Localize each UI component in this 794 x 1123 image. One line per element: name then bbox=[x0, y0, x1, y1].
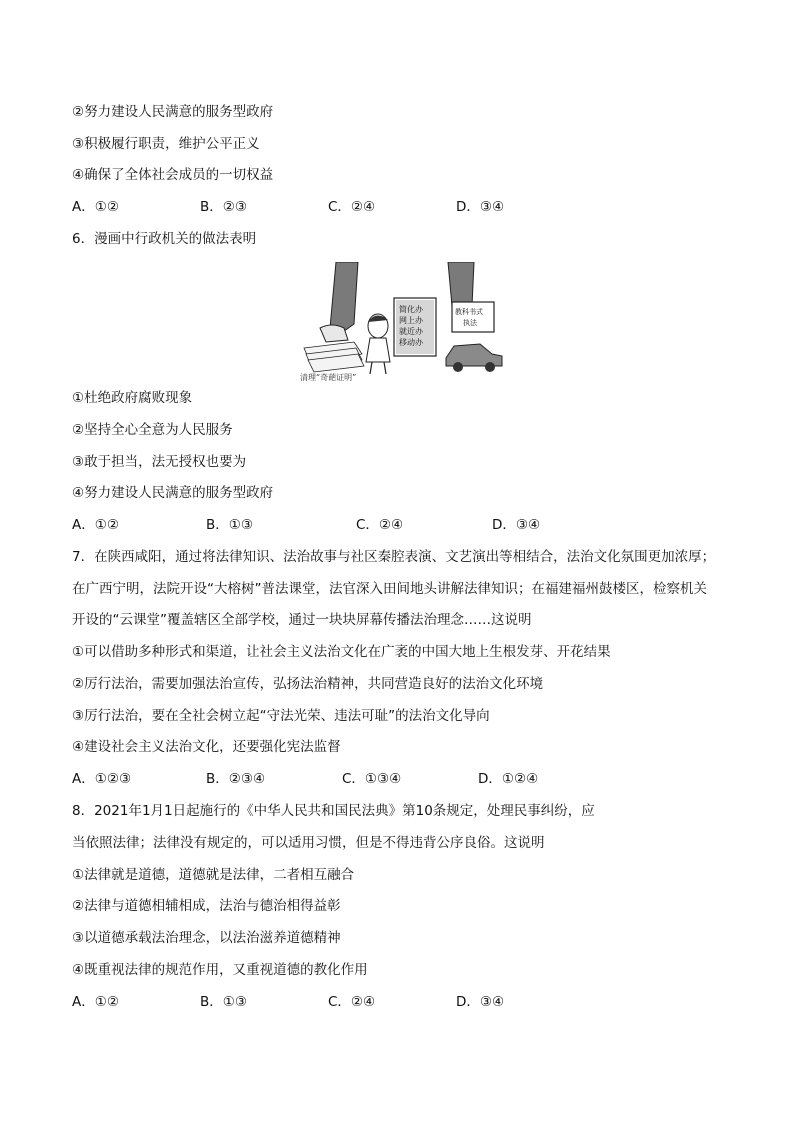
q5-item-3: ③积极履行职责，维护公平正义 bbox=[72, 136, 260, 152]
q8-option-b: B．①③ bbox=[200, 994, 247, 1010]
q7-item-1: ①可以借助多种形式和渠道，让社会主义法治文化在广袤的中国大地上生根发芽、开花结果 bbox=[72, 644, 611, 660]
q8-option-a: A．①② bbox=[72, 994, 119, 1010]
q6-option-d: D．③④ bbox=[492, 517, 541, 533]
q8-item-1: ①法律就是道德，道德就是法律，二者相互融合 bbox=[72, 867, 355, 883]
q8-option-c: C．②④ bbox=[328, 994, 376, 1010]
q6-item-3: ③敢于担当，法无授权也要为 bbox=[72, 454, 247, 470]
board-right-line-2: 执法 bbox=[463, 319, 477, 327]
q6-item-4: ④努力建设人民满意的服务型政府 bbox=[72, 485, 274, 501]
q5-option-c: C．②④ bbox=[328, 199, 376, 215]
cartoon-caption: 清理“奇葩证明” bbox=[300, 373, 357, 382]
q8-item-2: ②法律与道德相辅相成，法治与德治相得益彰 bbox=[72, 898, 341, 914]
q5-option-d: D．③④ bbox=[456, 199, 505, 215]
q7-stem-line-2: 在广西宁明，法院开设“大榕树”普法课堂，法官深入田间地头讲解法律知识；在福建福州鼓楼区，检察机关 bbox=[72, 581, 707, 597]
board-right-line-1: 教科书式 bbox=[455, 308, 483, 316]
q7-option-a: A．①②③ bbox=[72, 771, 132, 787]
q5-item-4: ④确保了全体社会成员的一切权益 bbox=[72, 167, 274, 183]
q6-item-2: ②坚持全心全意为人民服务 bbox=[72, 422, 233, 438]
q8-option-d: D．③④ bbox=[456, 994, 505, 1010]
board-left-line-2: 网上办 bbox=[399, 316, 423, 325]
q6-item-1: ①杜绝政府腐败现象 bbox=[72, 390, 193, 406]
q7-item-4: ④建设社会主义法治文化，还要强化宪法监督 bbox=[72, 739, 341, 755]
q7-option-b: B．②③④ bbox=[206, 771, 266, 787]
q7-stem-line-1: 7．在陕西咸阳，通过将法律知识、法治故事与社区秦腔表演、文艺演出等相结合，法治文化氛围更加浓厚； bbox=[72, 549, 716, 565]
q5-item-2: ②努力建设人民满意的服务型政府 bbox=[72, 104, 274, 120]
q8-item-3: ③以道德承载法治理念，以法治滋养道德精神 bbox=[72, 930, 341, 946]
q6-option-b: B．①③ bbox=[206, 517, 253, 533]
q6-option-c: C．②④ bbox=[356, 517, 404, 533]
q8-stem-line-1: 8．2021年1月1日起施行的《中华人民共和国民法典》第10条规定，处理民事纠纷，应 bbox=[72, 803, 595, 819]
q7-stem-line-3: 开设的“云课堂”覆盖辖区全部学校，通过一块块屏幕传播法治理念……这说明 bbox=[72, 612, 532, 628]
q5-option-b: B．②③ bbox=[200, 199, 247, 215]
q6-cartoon-illustration bbox=[296, 262, 504, 382]
board-left-line-1: 简化办 bbox=[399, 305, 423, 314]
q8-stem-line-2: 当依照法律；法律没有规定的，可以适用习惯，但是不得违背公序良俗。这说明 bbox=[72, 835, 545, 851]
q8-item-4: ④既重视法律的规范作用，又重视道德的教化作用 bbox=[72, 962, 368, 978]
board-left-line-4: 移动办 bbox=[399, 338, 423, 347]
q7-option-c: C．①③④ bbox=[342, 771, 402, 787]
q6-option-a: A．①② bbox=[72, 517, 119, 533]
q7-option-d: D．①②④ bbox=[478, 771, 539, 787]
q6-stem: 6．漫画中行政机关的做法表明 bbox=[72, 231, 257, 247]
board-left-line-3: 就近办 bbox=[399, 327, 423, 336]
q5-option-a: A．①② bbox=[72, 199, 119, 215]
q7-item-3: ③厉行法治，要在全社会树立起“守法光荣、违法可耻”的法治文化导向 bbox=[72, 708, 490, 724]
q7-item-2: ②厉行法治，需要加强法治宣传，弘扬法治精神，共同营造良好的法治文化环境 bbox=[72, 676, 544, 692]
